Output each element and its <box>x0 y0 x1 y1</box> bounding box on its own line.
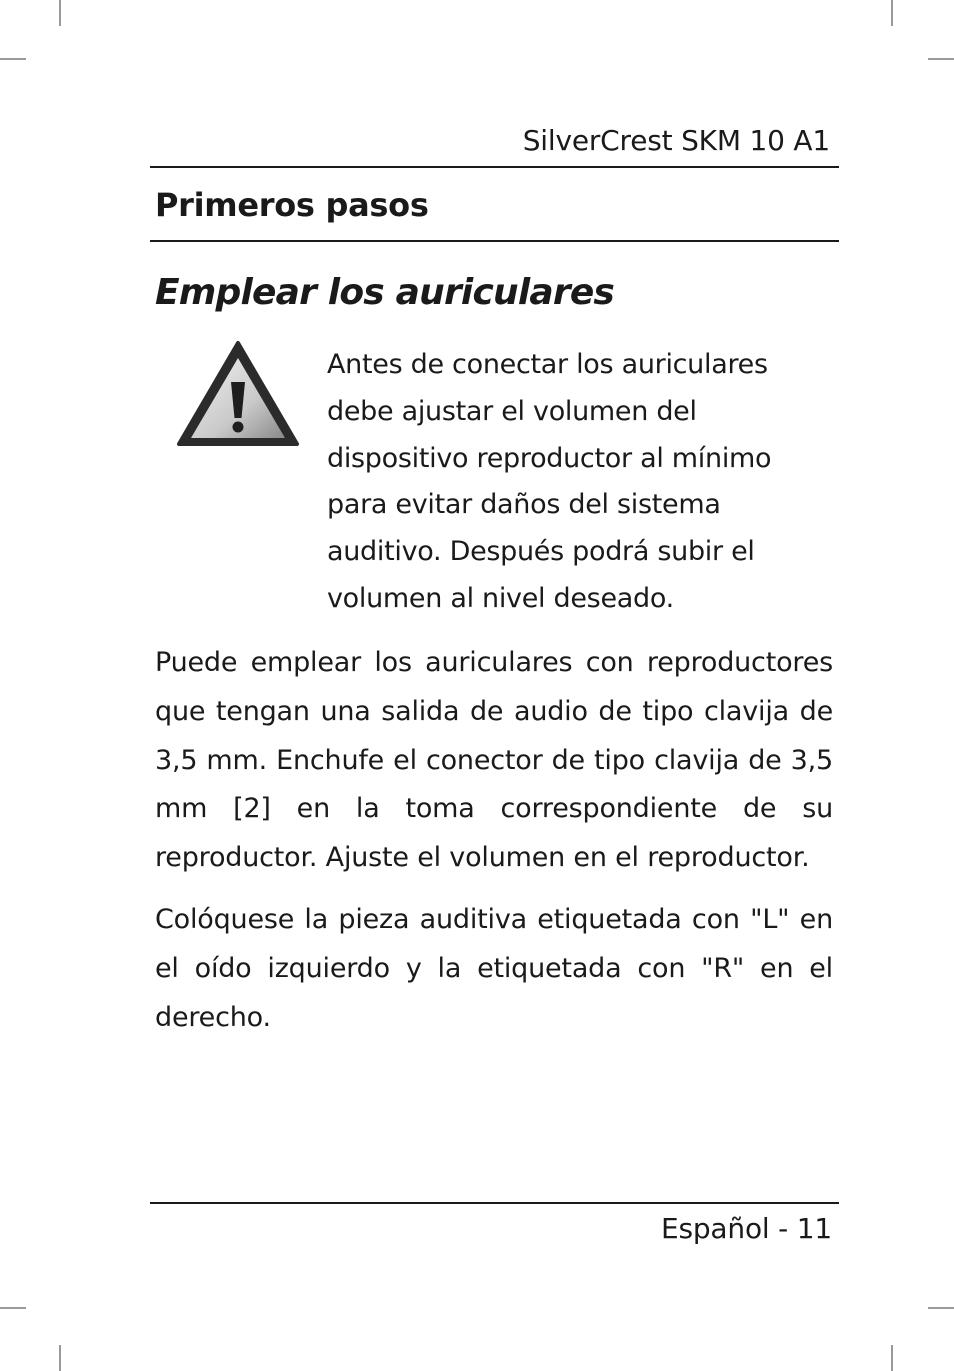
warning-triangle-icon <box>176 340 300 448</box>
footer-rule <box>150 1202 839 1204</box>
paragraph-placement: Colóquese la pieza auditiva etiquetada con "L" en el oído izquierdo y la etiquetada con "R" en el derecho. <box>155 904 833 1033</box>
crop-mark <box>891 1345 893 1371</box>
warning-text: Antes de conectar los auriculares debe ajustar el volumen del dispositivo reproductor al mínimo para evitar daños del sistema auditivo. Después podrá subir el volumen al nivel deseado. <box>327 349 772 614</box>
footer-page-number: Español - 11 <box>660 1212 832 1245</box>
crop-mark <box>0 58 26 60</box>
crop-mark <box>928 1307 954 1309</box>
crop-mark <box>59 1345 61 1371</box>
section-rule <box>150 240 839 242</box>
header-rule <box>150 166 839 168</box>
crop-mark <box>891 0 893 26</box>
crop-mark <box>928 58 954 60</box>
crop-mark <box>0 1307 26 1309</box>
subsection-title: Emplear los auriculares <box>155 272 615 313</box>
header-product-name: SilverCrest SKM 10 A1 <box>522 124 830 157</box>
paragraph-connection: Puede emplear los auriculares con reproductores que tengan una salida de audio de tipo clavija de 3,5 mm. Enchufe el conector de tipo clavija de 3,5 mm [2] en la toma correspondiente de su reproductor. Ajuste el volumen en el reproductor. <box>155 647 833 874</box>
section-title: Primeros pasos <box>155 186 429 224</box>
crop-mark <box>59 0 61 26</box>
